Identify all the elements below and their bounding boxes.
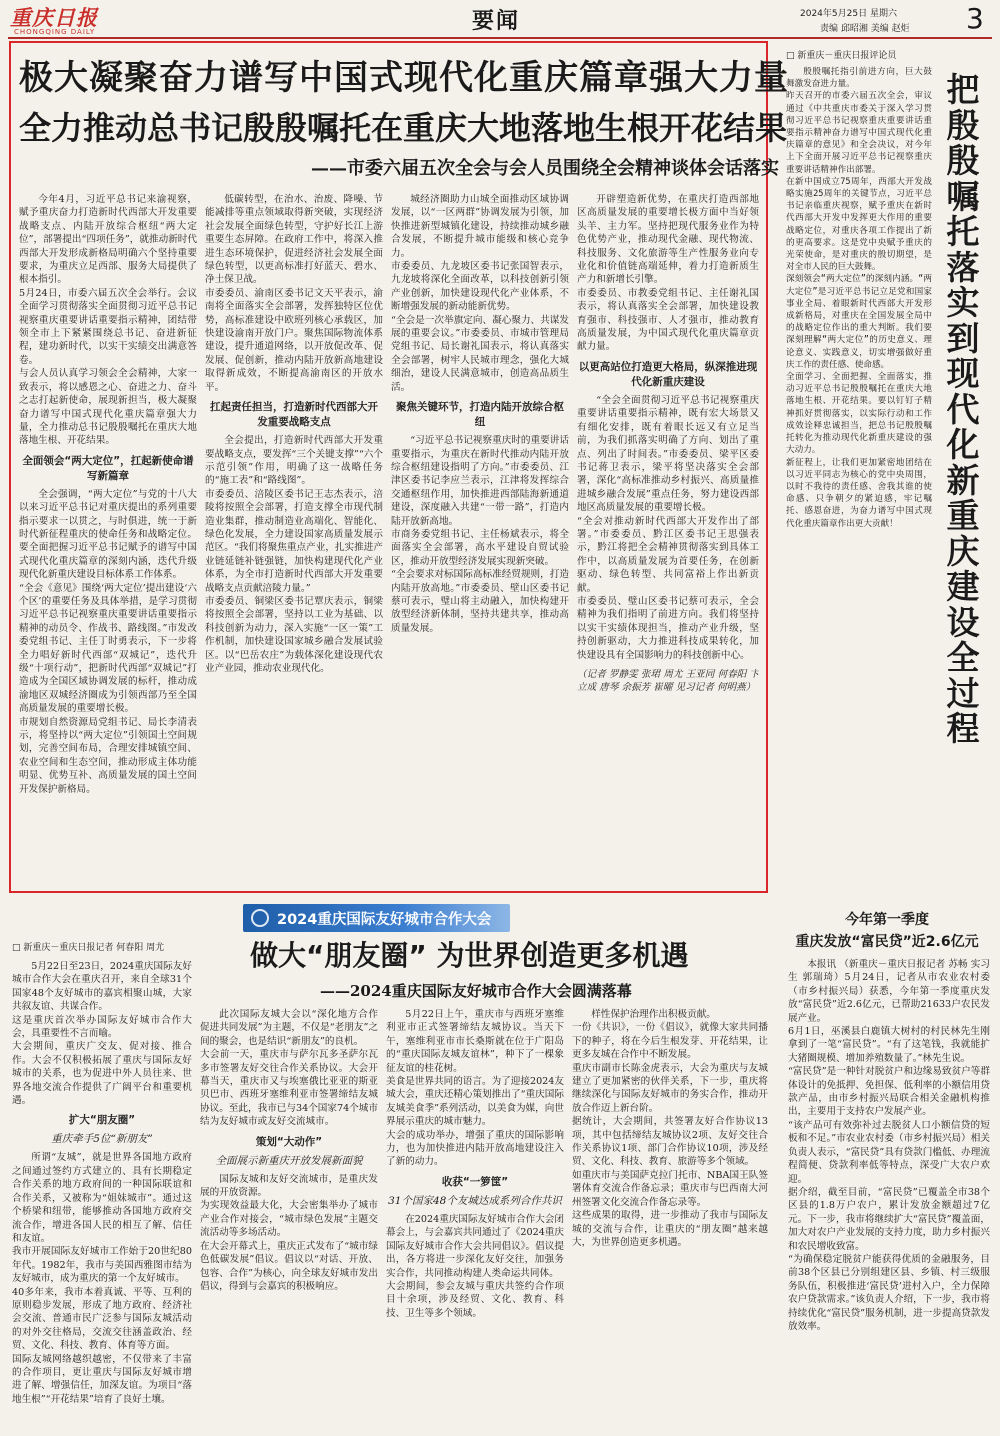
newspaper-logo-en: CHONGQING DAILY [14,28,96,36]
lead-col4-text: 开辟塑造新优势，在重庆打造西部地区高质量发展的重要增长极方面中当好领头羊、主力军。坚持把现代服务业作为特色优势产业，推动现代金融、现代物流、科技服务、文化旅游等生产性服务业向专业化和价值链高端延伸，着力打造新质生产力和新增长引擎。 市委委员、市教委党组书记、主任谢礼国表示，将认真落实全会部署，加快建设教育强市、科技强市、人才强市，推动教育高质量发展，为中国式现代化重庆篇章贡献力量。 [577,194,759,353]
second-col3-subheading: 收获“一箩筐” [441,1175,509,1188]
lead-col4-text-2: “全会全面贯彻习近平总书记视察重庆重要讲话重要指示精神，既有宏大场景又有细化安排，既有着眼长远又有立足当前，为我们抓落实明确了方向、划出了重点、列出了时间表。”市委委员、梁平区委书记蒋卫表示，梁平将坚决落实全会部署，深化“高标准推动乡村振兴、高质量推进城乡融合发展”重点任务，努力建设西部地区高质量发展的重要增长极。 “全会对推动新时代西部大开发作出了部署。”市委委员、黔江区委书记王思强表示，黔江将把全会精神贯彻落实到具体工作中，以高质量发展为首要任务，在创新驱动、绿色转型、共同富裕上作出新贡献。 市委委员、璧山区委书记蔡可表示，全会精神为我们指明了前进方向。我们将坚持以实干实绩体现担当，推动产业升级，坚持创新驱动，大力推进科技成果转化，加快建设具有全国影响力的科技创新中心。 [577,394,759,661]
second-column-4 [572,1008,768,1430]
second-byline [12,940,164,953]
second-byline-icon: □ [12,943,21,953]
second-col2-subheading: 策划“大动作” [255,1135,323,1148]
commentary-source-label: 新重庆－重庆日报评论员 [797,51,897,61]
banner-label: 2024重庆国际友好城市合作大会 [277,912,492,928]
lead-col1-text: 今年4月，习近平总书记来渝视察，赋予重庆奋力打造新时代西部大开发重要战略支点、内陆开放综合枢纽“两大定位”，部署提出“四项任务”，就推动新时代西部大开发形成新格局明确六个坚持重要要求，为重庆立足西部、服务大局提供了根本指引。 5月24日，市委六届五次全会举行。会议全面学习贯彻落实全面贯彻习近平总书记视察重庆重要讲话重要指示精神，团结带领全市上下紧紧围绕总书记、奋进新征程，建功新时代，以实干实绩交出满意答卷。 与会人员认真学习领会全会精神，大家一致表示，将以感恩之心、奋进之力、奋斗之志打起新使命，展现新担当，极大凝聚奋力谱写中国式现代化重庆篇章强大力量，全力推动总书记殷殷嘱托在重庆大地落地生根、开花结果。 [19,194,197,447]
lead-col4-subheading: 以更高站位打造更大格局，纵深推进现代化新重庆建设 [578,360,758,388]
commentary [776,44,992,892]
commentary-source-icon: □ [786,51,795,61]
lead-subheadline: ——市委六届五次全会与会人员围绕全会精神谈体会话落实 [311,158,779,179]
second-col1-subheading: 扩大“朋友圈” [68,1114,136,1127]
second-col3-text-2: 在2024重庆国际友好城市合作大会闭幕会上，与会嘉宾共同通过了《2024重庆国际友好城市合作大会共同倡议》。倡议提出，各方将进一步深化友好交往，加强务实合作，共同推动构建人类命运共同体。 大会期间，参会友城与重庆共签约合作项目十余项，涉及经贸、文化、教育、科技、卫生等多个领域。 [386,1213,564,1319]
lead-article [9,41,789,893]
second-col2-text-2: 国际友城和友好交流城市，是重庆发展的开放资源。 为实现效益最大化，大会密集举办了城市产业合作对接会，“城市绿色发展”主题交流活动等多场活动。 在大会开幕式上，重庆正式发布了“城市绿色低碳发展”倡议。倡议以“对话、开放、包容、合作”为核心，向全球友好城市发出倡议，得到与会嘉宾的积极响应。 [200,1173,378,1292]
brief-article [780,900,994,1436]
section-name: 要闻 [472,9,521,34]
second-subheadline: ——2024重庆国际友好城市合作大会圆满落幕 [320,982,632,1000]
page-editors: 责编 邱昭湘 美编 赵炬 [820,24,910,34]
second-col3-subheading-2: 31个国家48个友城达成系列合作共识 [388,1194,562,1207]
second-byline-label: 新重庆－重庆日报记者 何春阳 周尤 [23,943,165,953]
second-headline: 做大“朋友圈” 为世界创造更多机遇 [250,939,689,972]
second-col2-text: 此次国际友城大会以“深化地方合作 促进共同发展”为主题，不仅是“老朋友”之间的聚会，也是结识“新朋友”的良机。 大会前一天，重庆市与萨尔瓦多圣萨尔瓦多市签署友好交往合作关系协议。大会开幕当天，重庆市又与埃塞俄比亚亚的斯亚贝巴市、西班牙塞维利亚市签署缔结友城协议。至此，我市已与34个国家74个城市结为友好城市或友好交流城市。 [200,1009,378,1128]
second-col1-text-2: 所谓“友城”，就是世界各国地方政府之间通过签约方式建立的、具有长期稳定合作关系的地方政府间的一种国际联谊和合作关系，又被称为“姐妹城市”。通过这个桥梁和纽带，能够推动各国地方政府交流合作，增进各国人民的相互了解、信任和友谊。 我市开展国际友好城市工作始于20世纪80年代。1982年，我市与美国西雅图市结为友好城市，成为重庆的第一个友好城市。 40多年来，我市本着真诚、平等、互利的原则稳步发展，形成了地方政府、经济社会交流、普通市民广泛参与国际友城活动的对外交往格局，交流交往涵盖政治、经贸、文化、科技、教育、体育等方面。 国际友城网络越织越密，不仅带来了丰富的合作项目，更让重庆与国际友好城市增进了解、增强信任，加深友谊。为项目“落地生根”“开花结果”培育了良好土壤。 [12,1152,192,1405]
lead-col2-text: 低碳转型，在治水、治废、降噪、节能减排等重点领域取得新突破，实现经济社会发展全面绿色转型，守护好长江上游重要生态屏障。在政府工作中，将深入推进生态环境保护，促进经济社会发展全面绿色转型，以更高标准打好蓝天、碧水、净土保卫战。 市委委员、渝南区委书记文天平表示，渝南将全面落实全会部署，发挥独特区位优势，高标准建设中欧班列核心承载区，加快建设渝南开放门户。聚焦国际物流体系建设，提升通道网络，以开放促改革、促发展、促创新，推动内陆开放新高地建设取得新成效，不断提高渝南区的开放水平。 [205,194,383,393]
brief-text [788,958,990,1430]
brief-title: 重庆发放“富民贷”近2.6亿元 [795,934,979,950]
second-column-3 [386,1008,564,1430]
second-col1-subheading-2: 重庆牵手5位“新朋友” [51,1133,153,1146]
masthead-rule [8,37,992,39]
lead-reporters: （记者 罗静雯 张珺 周尤 王亚同 何春阳 卞立成 唐琴 余振芳 崔曜 见习记者 何明燕） [577,669,759,694]
newspaper-logo: 重庆日报 [10,5,98,30]
commentary-vertical-title: 把殷殷嘱托落实到现代化新重庆建设全过程 [946,70,980,748]
lead-col3-text: 城经济圈助力山城全面推动区域协调发展，以“一区两群”协调发展为引领，加快推进新型城镇化建设，持续推动城乡融合发展，不断提升城市能级和核心竞争力。 市委委员、九龙坡区委书记张国智表示，九龙坡将深化全面改革，以科技创新引领产业创新，加快建设现代化产业体系，不断增强发展的新动能新优势。 “全会是一次举旗定向、凝心聚力、共谋发展的重要会议。”市委委员、市城市管理局党组书记、局长谢礼国表示，将认真落实全会部署，树牢人民城市理念，强化大城细治，建设人民满意城市，创造高品质生活。 [391,194,569,393]
lead-column-1 [19,193,197,887]
second-col1-text: 5月22日至23日，2024重庆国际友好城市合作大会在重庆召开，来自全球31个国家48个友好城市的嘉宾相聚山城，大家共叙友谊、共谋合作。 这是重庆首次举办国际友好城市合作大会，具重要性不言而喻。 大会期间，重庆广交友、促对接、推合作。大会不仅积极拓展了重庆与国际友好城市的关系，也为促进中外人员往来、世界各地交流合作提供了广阔平台和重要机遇。 [12,961,192,1107]
lead-col2-subheading: 扛起责任担当，打造新时代西部大开发重要战略支点 [210,401,378,429]
brief-title-small: 今年第一季度 [845,912,929,928]
lead-col1-text-2: 全会强调，“两大定位”与党的十八大以来习近平总书记对重庆提出的系列重要指示要求一以贯之，与时俱进，统一于新时代新征程重庆的使命任务和战略定位。要全面把握习近平总书记赋予的谱写中国式现代化重庆篇章的深刻内涵，迭代升级现代化新重庆建设目标体系工作体系。 “全会《意见》围绕‘两大定位’提出建设‘六个区’的重要任务及具体举措，是学习贯彻习近平总书记视察重庆重要讲话重要指示精神的动员令、作战书、路线图。”市发改委党组书记、主任丁时勇表示，下一步将全力唱好新时代西部“双城记”，迭代升级“十项行动”，把新时代西部“双城记”打造成为全国区域协调发展的标杆，推动成渝地区双城经济圈成为引领西部乃至全国高质量发展的重要增长极。 市规划自然资源局党组书记、局长李清表示，将坚持以“两大定位”引领国土空间规划，完善空间布局，合理安排城镇空间、农业空间和生态空间，推动形成主体功能明显、优势互补、高质量发展的国土空间开发保护新格局。 [19,488,197,795]
lead-col2-text-2: 全会提出，打造新时代西部大开发重要战略支点，要发挥“三个关键支撑”“六个示范引领”作用，明确了这一战略任务的“施工表”和“路线图”。 市委委员、涪陵区委书记王志杰表示，涪陵将按照全会部署，打造支撑全市现代制造业集群，推动制造业高端化、智能化、绿色化发展，全力建设国家高质量发展示范区。“我们将聚焦重点产业，扎实推进产业链延链补链强链，加快构建现代化产业体系，为全市打造新时代西部大开发重要战略支点贡献涪陵力量。” 市委委员、铜梁区委书记覃庆表示，铜梁将按照全会部署，坚持以工业为基础、以科技创新为动力，深入实施“一区一策”工作机制，加快建设国家城乡融合发展试验区。以“巴岳农庄”为载体深化建设现代农业产业园，推动农业现代化。 [205,435,383,674]
second-column-1 [12,960,192,1430]
lead-headline-1: 极大凝聚奋力谱写中国式现代化重庆篇章强大力量 [19,58,789,98]
lead-column-4 [577,193,759,887]
lead-col3-subheading: 聚焦关键环节，打造内陆开放综合枢纽 [396,401,564,429]
lead-col3-text-2: “习近平总书记视察重庆时的重要讲话重要指示，为重庆在新时代推动内陆开放综合枢纽建设指明了方向。”市委委员、江津区委书记李应兰表示，江津将发挥综合交通枢纽作用，加快推进西部陆海新通道建设，深度融入共建“一带一路”，打造内陆开放新高地。 市商务委党组书记、主任杨斌表示，将全面落实全会部署，高水平建设自贸试验区，推动开放型经济发展实现新突破。 “全会要求对标国际高标准经贸规则，打造内陆开放高地。”市委委员、壁山区委书记蔡可表示，璧山将主动融入，加快构建开放型经济新体制，坚持共建共享，推动高质量发展。 [391,435,569,634]
lead-column-3 [391,193,569,887]
masthead [0,0,1000,42]
lead-column-2 [205,193,383,887]
second-column-2 [200,1008,378,1430]
second-col4-text: 样性保护治理作出积极贡献。 一份《共识》，一份《倡议》，就像大家共同播下的种子，将在今后生根发芽、开花结果，让更多友城在合作中不断发展。 重庆市副市长陈金虎表示，大会为重庆与友城建立了更加紧密的伙伴关系，下一步，重庆将继续深化与国际友好城市的务实合作，推动开放合作迈上新台阶。 据统计，大会期间，共签署友好合作协议13项，其中包括缔结友城协议2项、友好交往合作关系协议1项、部门合作协议10项，涉及经贸、文化、科技、教育、旅游等多个领域。 如重庆市与美国萨克拉门托市、NBA国王队签署体育交流合作备忘录；重庆市与巴西南大河州签署文化交流合作备忘录等。 这些成果的取得，进一步推动了我市与国际友城的交流与合作，让重庆的“朋友圈”越来越大，为世界创造更多机遇。 [572,1009,768,1248]
lead-col1-subheading: 全面领会“两大定位”，扛起新使命谱写新篇章 [22,454,194,482]
issue-date: 2024年5月25日 星期六 [800,9,897,19]
second-col3-text: 5月22日上午，重庆市与西班牙塞维利亚市正式签署缔结友城协议。当天下午，塞维利亚市市长桑斯就在位于广阳岛的“重庆国际友城友谊林”，种下了一棵象征友谊的桂花树。 美食是世界共同的语言。为了迎接2024友城大会，重庆还精心策划推出了“重庆国际友城美食季”系列活动，以美食为媒，向世界展示重庆的城市魅力。 大会的成功举办，增强了重庆的国际影响力，也为加快推进内陆开放高地建设注入了新的动力。 [386,1009,564,1168]
second-col2-subheading-2: 全面展示新重庆开放发展新面貌 [215,1154,363,1167]
page-number: 3 [966,2,984,35]
lead-headline-2: 全力推动总书记殷殷嘱托在重庆大地落地生根开花结果 [19,109,788,147]
commentary-paragraphs: 殷殷嘱托指引前进方向，巨大鼓舞激发奋进力量。 昨天召开的市委六届五次全会，审议通过《中共重庆市委关于深入学习贯彻习近平总书记视察重庆重要讲话重要指示精神奋力谱写中国式现代化重庆篇章的意见》和全会决议，对今年上下全面开展习近平总书记视察重庆重要讲话精神作出部署。 在新中国成立75周年，西部大开发战略实施25周年的关键节点，习近平总书记亲临重庆视察，赋予重庆在新时代西部大开发中发挥更大作用的重要战略定位，对重庆各项工作提出了新的更高要求。这是党中央赋予重庆的光荣使命，是对重庆的殷切期望，是对全市人民的巨大鼓舞。 深刻领会“两大定位”的深刻内涵。“两大定位”是习近平总书记立足党和国家事业全局、着眼新时代西部大开发形成新格局，对重庆在全国发展全局中的战略定位作出的重大判断。我们要深刻理解“两大定位”的历史意义、理论意义、实践意义，切实增强做好重庆工作的责任感、使命感。 全面学习、全面把握、全面落实，推动习近平总书记殷殷嘱托在重庆大地落地生根、开花结果。要以钉钉子精神抓好贯彻落实，以实际行动和工作成效诠释忠诚担当，把总书记殷殷嘱托转化为推动现代化新重庆建设的强大动力。 新征程上，让我们更加紧密地团结在以习近平同志为核心的党中央周围，以时不我待的责任感、舍我其谁的使命感、只争朝夕的紧迫感，牢记嘱托、感恩奋进，为奋力谱写中国式现代化重庆篇章作出更大贡献！ [786,67,932,529]
second-article [0,900,780,1436]
brief-paragraphs: 本报讯 （新重庆－重庆日报记者 苏畅 实习生 郭瑞琦）5月24日，记者从市农业农村委（市乡村振兴局）获悉，今年第一季度重庆发放“富民贷”近2.6亿元，已帮助21633户农民发展产业。 6月1日，巫溪县白鹿镇大树村的村民林先生刚拿到了一笔“富民贷”。“有了这笔钱，我就能扩大猪圈规模、增加养殖数量了。”林先生说。 “富民贷”是一种针对脱贫户和边缘易致贫户等群体设计的免抵押、免担保、低利率的小额信用贷款产品，由市乡村振兴局联合相关金融机构推出，主要用于支持农户发展产业。 “该产品可有效弥补过去脱贫人口小额信贷的短板和不足。”市农业农村委（市乡村振兴局）相关负责人表示，“富民贷”具有贷款门槛低、办理流程简便、贷款利率低等特点，深受广大农户欢迎。 据介绍，截至目前，“富民贷”已覆盖全市38个区县的1.8万户农户，累计发放金额超过7亿元。下一步，我市将继续扩大“富民贷”覆盖面，加大对农户产业发展的支持力度，助力乡村振兴和农民增收致富。 “为确保稳定脱贫户能获得优质的金融服务，目前38个区县已分别组建区县、乡镇、村三级服务队伍，积极推进‘富民贷’进村入户，全力保障农户贷款需求。”该负责人介绍，下一步，我市将持续优化“富民贷”服务机制，进一步提高贷款发放效率。 [788,959,990,1332]
commentary-text [786,66,932,886]
commentary-source [786,48,896,61]
